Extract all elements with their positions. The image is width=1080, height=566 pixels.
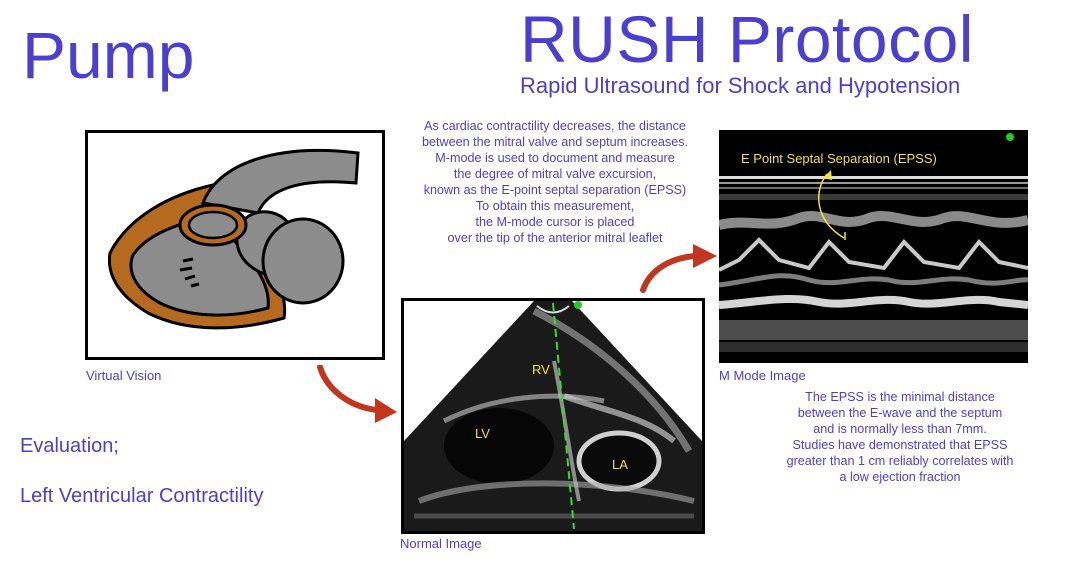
epss-line: a low ejection fraction bbox=[839, 470, 961, 484]
normal-echo-panel bbox=[401, 298, 705, 534]
description-line: known as the E-point septal separation (EPSS) bbox=[423, 183, 687, 197]
epss-line: The EPSS is the minimal distance bbox=[805, 390, 995, 404]
caption-mmode-image: M Mode Image bbox=[719, 368, 806, 383]
caption-normal-image: Normal Image bbox=[400, 536, 482, 551]
arrow-to-normal bbox=[315, 365, 400, 425]
echo-label-rv: RV bbox=[532, 362, 550, 377]
epss-line: and is normally less than 7mm. bbox=[813, 422, 987, 436]
arrow-to-mmode bbox=[635, 240, 720, 295]
pump-heading: Pump bbox=[22, 18, 195, 92]
mmode-label: E Point Septal Separation (EPSS) bbox=[741, 151, 937, 166]
evaluation-item: Left Ventricular Contractility bbox=[20, 485, 264, 507]
epss-explanation bbox=[740, 389, 1060, 485]
caption-virtual-vision: Virtual Vision bbox=[86, 368, 162, 383]
page-title: RUSH Protocol bbox=[520, 2, 974, 76]
description-text bbox=[380, 118, 730, 246]
mmode-image bbox=[719, 130, 1028, 363]
evaluation-heading: Evaluation; bbox=[20, 435, 119, 457]
page-subtitle: Rapid Ultrasound for Shock and Hypotension bbox=[520, 73, 961, 98]
description-line: As cardiac contractility decreases, the distance bbox=[424, 119, 686, 133]
echo-label-lv: LV bbox=[475, 426, 490, 441]
description-line: M-mode is used to document and measure bbox=[435, 151, 675, 165]
heart-illustration bbox=[88, 133, 382, 357]
echo-label-la: LA bbox=[612, 457, 628, 472]
description-line: over the tip of the anterior mitral leaflet bbox=[447, 231, 663, 245]
heart-illustration-panel bbox=[85, 130, 385, 360]
epss-line: Studies have demonstrated that EPSS bbox=[792, 438, 1008, 452]
epss-line: greater than 1 cm reliably correlates with bbox=[786, 454, 1014, 468]
description-line: the degree of mitral valve excursion, bbox=[453, 167, 657, 181]
mmode-panel bbox=[719, 130, 1028, 363]
description-line: To obtain this measurement, bbox=[475, 199, 635, 213]
epss-line: between the E-wave and the septum bbox=[797, 406, 1003, 420]
description-line: the M-mode cursor is placed bbox=[475, 215, 635, 229]
echo-image bbox=[404, 301, 702, 531]
description-line: between the mitral valve and septum increases. bbox=[421, 135, 688, 149]
